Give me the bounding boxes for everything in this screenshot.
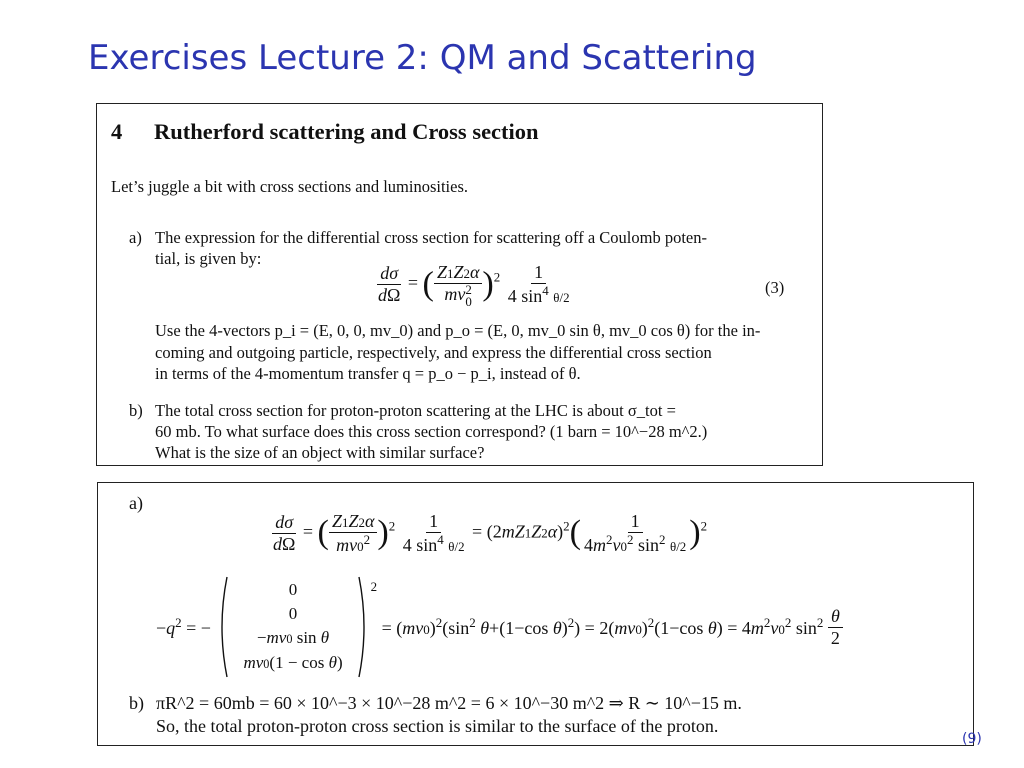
part-a-line-1: The expression for the differential cross section for scattering off a Coulomb poten- xyxy=(155,228,707,247)
solution-b-label: b) xyxy=(129,693,144,713)
left-paren xyxy=(215,575,229,679)
section-number: 4 xyxy=(111,119,123,144)
part-a-line-2: tial, is given by: xyxy=(155,249,262,268)
intro-text: Let’s juggle a bit with cross sections and luminosities. xyxy=(111,177,468,196)
slide-title: Exercises Lecture 2: QM and Scattering xyxy=(88,38,757,78)
part-b-label: b) xyxy=(129,401,143,420)
solution-momentum-transfer-equation: $-q^2$ = − 0 0 −mv0 sin θ mv0(1 − cos θ) $^2 = (mv0)^2(\sin^2$ θ+(1−cos $\theta)^2) = 2(mv0)^2(1-\cos$ $\theta) = 4m^2v0^2$ $\sin^2$ $\frac{\theta}{2}$ xyxy=(156,575,843,679)
section-heading: Rutherford scattering and Cross section xyxy=(154,119,539,144)
part-a-label: a) xyxy=(129,228,142,247)
solution-b-line-2: So, the total proton-proton cross section is similar to the surface of the proton. xyxy=(156,716,719,736)
equation-number: (3) xyxy=(765,278,785,297)
part-a-use-line-2: coming and outgoing particle, respectively, and express the differential cross section xyxy=(155,343,712,362)
part-a-use-line-1: Use the 4-vectors p_i = (E, 0, 0, mv_0) and p_o = (E, 0, mv_0 sin θ, mv_0 cos θ) for the in- xyxy=(155,321,761,340)
part-b-line-3: What is the size of an object with similar surface? xyxy=(155,443,485,462)
exercise-box xyxy=(96,103,823,466)
part-a-use-line-3: in terms of the 4-momentum transfer q = p_o − p_i, instead of θ. xyxy=(155,364,581,383)
solution-a-label: a) xyxy=(129,493,143,513)
solution-b-line-1: πR^2 = 60mb = 60 × 10^−3 × 10^−28 m^2 = 6 × 10^−30 m^2 ⇒ R ∼ 10^−15 m. xyxy=(156,693,742,713)
solution-box xyxy=(97,482,974,746)
solution-cross-section-equation: $\frac{d\sigma}{d\Omega}$ = ( $\frac{Z1Z2\alpha}{mv0^2}$ )$^2$ $\frac{1}{4 \sin^4 \theta/2}$ = $(2mZ1Z2\alpha)^2$( $\frac{1}{4m^2v0^2 \sin^2 \theta/2}$ )$^2$ xyxy=(273,511,708,555)
part-b-line-2: 60 mb. To what surface does this cross section correspond? (1 barn = 10^−28 m^2.) xyxy=(155,422,708,441)
right-paren xyxy=(357,575,371,679)
part-b-line-1: The total cross section for proton-proton scattering at the LHC is about σ_tot = xyxy=(155,401,676,420)
equation-rutherford: $\frac{d\sigma}{d\Omega}$ = ( Z1Z2α mv 2 0 )$^2$ $\frac{1}{4 \sin^4 \theta/2}$ xyxy=(378,262,570,309)
page-number: (9) xyxy=(962,731,982,747)
